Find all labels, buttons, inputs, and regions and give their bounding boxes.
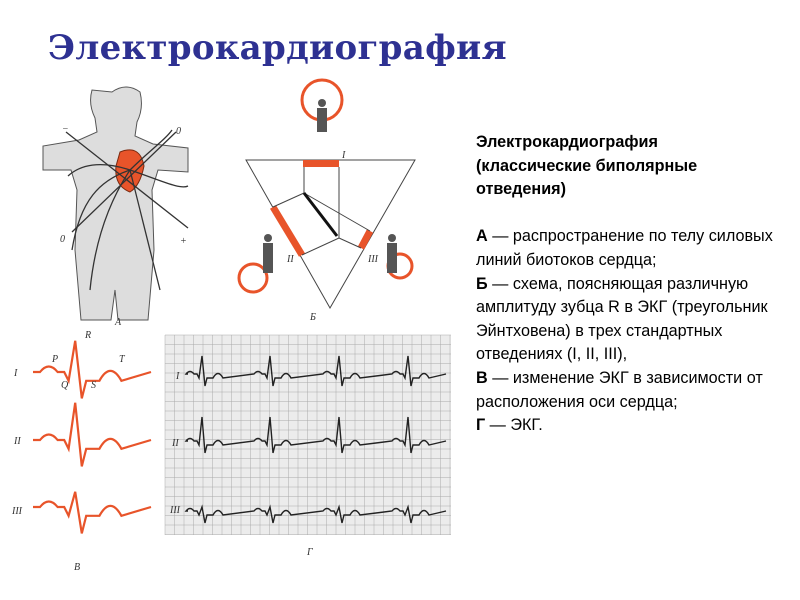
lead-label: II	[14, 436, 21, 447]
description-item-v: В — изменение ЭКГ в зависимости от расположения оси сердца;	[476, 368, 763, 411]
zero-label: 0	[60, 234, 65, 245]
ecg-waveform	[33, 492, 151, 534]
lead-label: III	[12, 506, 22, 517]
description-item-g: Г — ЭКГ.	[476, 416, 543, 435]
figure-a-body	[43, 87, 188, 328]
zero-label: 0	[176, 126, 181, 137]
lead-label: II	[172, 438, 179, 449]
lead-label: III	[170, 505, 180, 516]
description-item-b: Б — схема, поясняющая различную амплитуду зубца R в ЭКГ (треугольник Эйнтховена) в трех стандартных отведениях (I, II, III),	[476, 274, 768, 364]
person-icon	[263, 99, 397, 273]
t-label: T	[119, 354, 125, 365]
q-label: Q	[61, 380, 69, 391]
lead-label: III	[368, 254, 378, 265]
lead-label: I	[176, 371, 180, 382]
lead-label: I	[342, 150, 346, 161]
figure-b-einthoven-triangle	[239, 80, 415, 323]
heart-axis-arrow	[304, 193, 337, 236]
s-label: S	[91, 380, 96, 391]
figure-g-caption: Г	[307, 547, 313, 558]
lead-label: I	[14, 368, 18, 379]
description-text	[476, 131, 776, 438]
figure-v-caption: В	[74, 562, 81, 573]
figure-a-caption: А	[115, 317, 122, 328]
lead-label: II	[287, 254, 294, 265]
minus-label: −	[62, 124, 69, 135]
plus-label: +	[180, 236, 187, 247]
figure-b-caption: Б	[310, 312, 316, 323]
p-label: P	[52, 354, 59, 365]
figure-v-ecg-leads	[11, 330, 151, 573]
description-heading: Электрокардиография (классические биполярные отведения)	[476, 133, 698, 199]
description-item-a: А — распространение по телу силовых линий биотоков сердца;	[476, 227, 773, 269]
ecg-waveform	[33, 403, 151, 467]
r-label: R	[85, 330, 92, 341]
figure-g-ecg-strip	[165, 335, 451, 558]
slide-title: Электрокардиография	[48, 28, 507, 68]
